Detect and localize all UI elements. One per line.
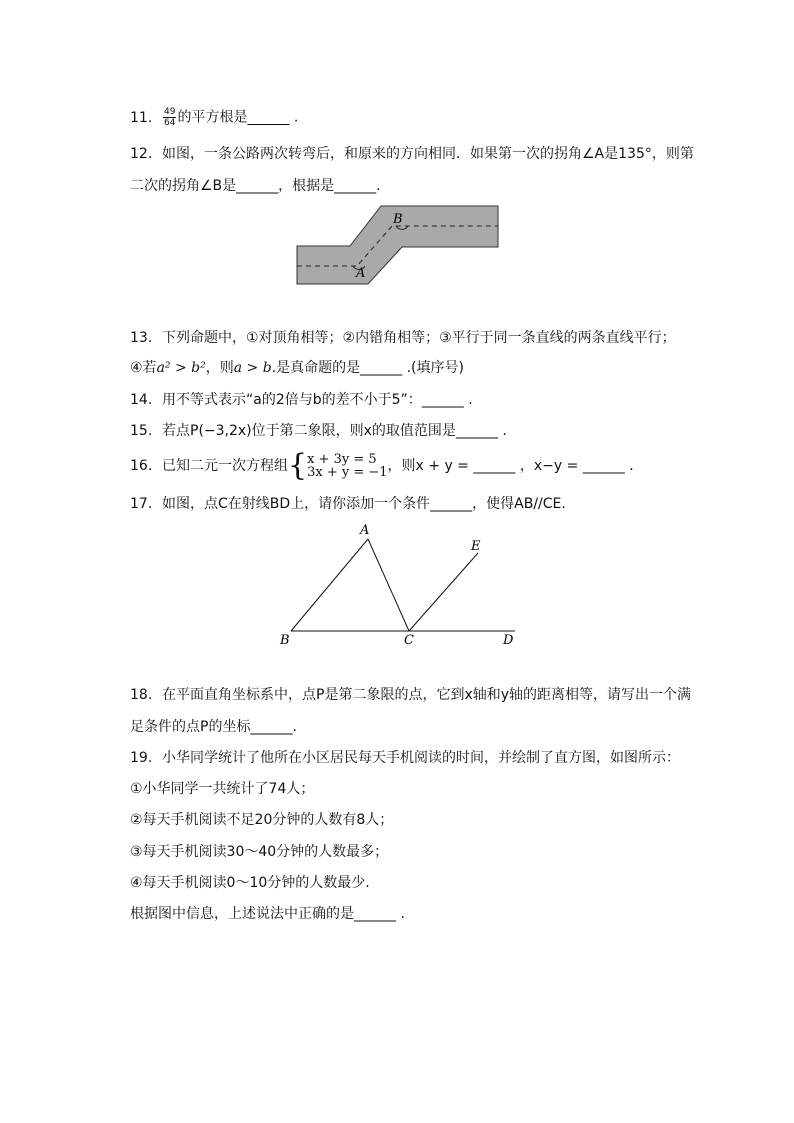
- statement-4: ④每天手机阅读0～10分钟的人数最少.: [130, 875, 370, 891]
- geometry-figure: [275, 520, 525, 650]
- question-number: 19.: [130, 750, 153, 766]
- question-number: 12.: [130, 146, 153, 162]
- question-number: 11.: [130, 109, 153, 126]
- question-16: [130, 448, 634, 483]
- text-part: ④若: [130, 360, 157, 376]
- statement-3: ③每天手机阅读30～40分钟的人数最多；: [130, 844, 389, 860]
- statement-1: ①小华同学一共统计了74人；: [130, 781, 315, 797]
- question-text: 如图，点C在射线BD上，请你添加一个条件______，使得AB//CE.: [162, 496, 566, 512]
- equation-2: 3x + y = −1: [307, 465, 388, 480]
- question-text: 已知二元一次方程组: [162, 458, 288, 474]
- question-text: ，则x + y = ______ ，x−y = ______ .: [387, 458, 634, 474]
- question-12-line-2: 二次的拐角∠B是______，根据是______．: [130, 178, 391, 194]
- fraction-numerator: 49: [164, 107, 176, 117]
- question-18-line-1: [130, 685, 691, 705]
- question-18-line-2: 足条件的点P的坐标______.: [130, 719, 297, 735]
- question-number: 17.: [130, 496, 153, 512]
- label-c: C: [404, 633, 414, 648]
- label-b: B: [280, 633, 290, 648]
- question-19: [130, 748, 680, 768]
- result: a > b: [233, 360, 272, 376]
- question-number: 13.: [130, 330, 153, 346]
- question-number: 15.: [130, 423, 153, 439]
- question-19-conclusion: 根据图中信息，上述说法中正确的是______ .: [130, 906, 405, 922]
- question-15: [130, 421, 507, 441]
- question-17: [130, 494, 566, 514]
- label-d: D: [503, 633, 514, 648]
- question-12-line-1: [130, 144, 694, 164]
- fraction: [163, 107, 176, 128]
- label-a: A: [356, 266, 366, 281]
- label-b: B: [393, 212, 403, 227]
- label-e: E: [471, 539, 481, 554]
- fraction-denominator: 64: [164, 118, 176, 128]
- segment-ce: [409, 553, 478, 631]
- question-number: 14.: [130, 392, 153, 408]
- segment-ab: [291, 539, 368, 631]
- question-text: 若点P(−3,2x)位于第二象限，则x的取值范围是______ .: [162, 423, 507, 439]
- question-text: 下列命题中，①对顶角相等；②内错角相等；③平行于同一条直线的两条直线平行；: [162, 330, 676, 346]
- question-number: 18.: [130, 687, 153, 703]
- question-text: 的平方根是______ .: [177, 109, 299, 126]
- text-part: .是真命题的是______ .(填序号): [271, 360, 464, 376]
- question-11: [130, 107, 298, 128]
- brace: {: [288, 448, 308, 483]
- segment-ac: [368, 539, 409, 631]
- question-text: 用不等式表示“a的2倍与b的差不小于5”：______ .: [162, 392, 473, 408]
- equation-1: x + 3y = 5: [307, 452, 377, 467]
- question-text: 在平面直角坐标系中，点P是第二象限的点，它到x轴和y轴的距离相等，请写出一个满: [162, 687, 692, 703]
- statement-2: ②每天手机阅读不足20分钟的人数有8人；: [130, 812, 394, 828]
- road-figure: [295, 204, 501, 286]
- question-13-line-1: [130, 328, 676, 348]
- equation-system: [288, 448, 388, 483]
- label-a: A: [360, 523, 370, 538]
- text-part: ，则: [205, 360, 234, 376]
- question-text: 小华同学统计了他所在小区居民每天手机阅读的时间，并绘制了直方图，如图所示：: [162, 750, 680, 766]
- question-13-line-2: [130, 358, 464, 378]
- question-14: [130, 390, 473, 410]
- question-text: 如图，一条公路两次转弯后，和原来的方向相同．如果第一次的拐角∠A是135°，则第: [162, 146, 694, 162]
- condition: a² > b²: [156, 360, 206, 376]
- question-number: 16.: [130, 458, 153, 474]
